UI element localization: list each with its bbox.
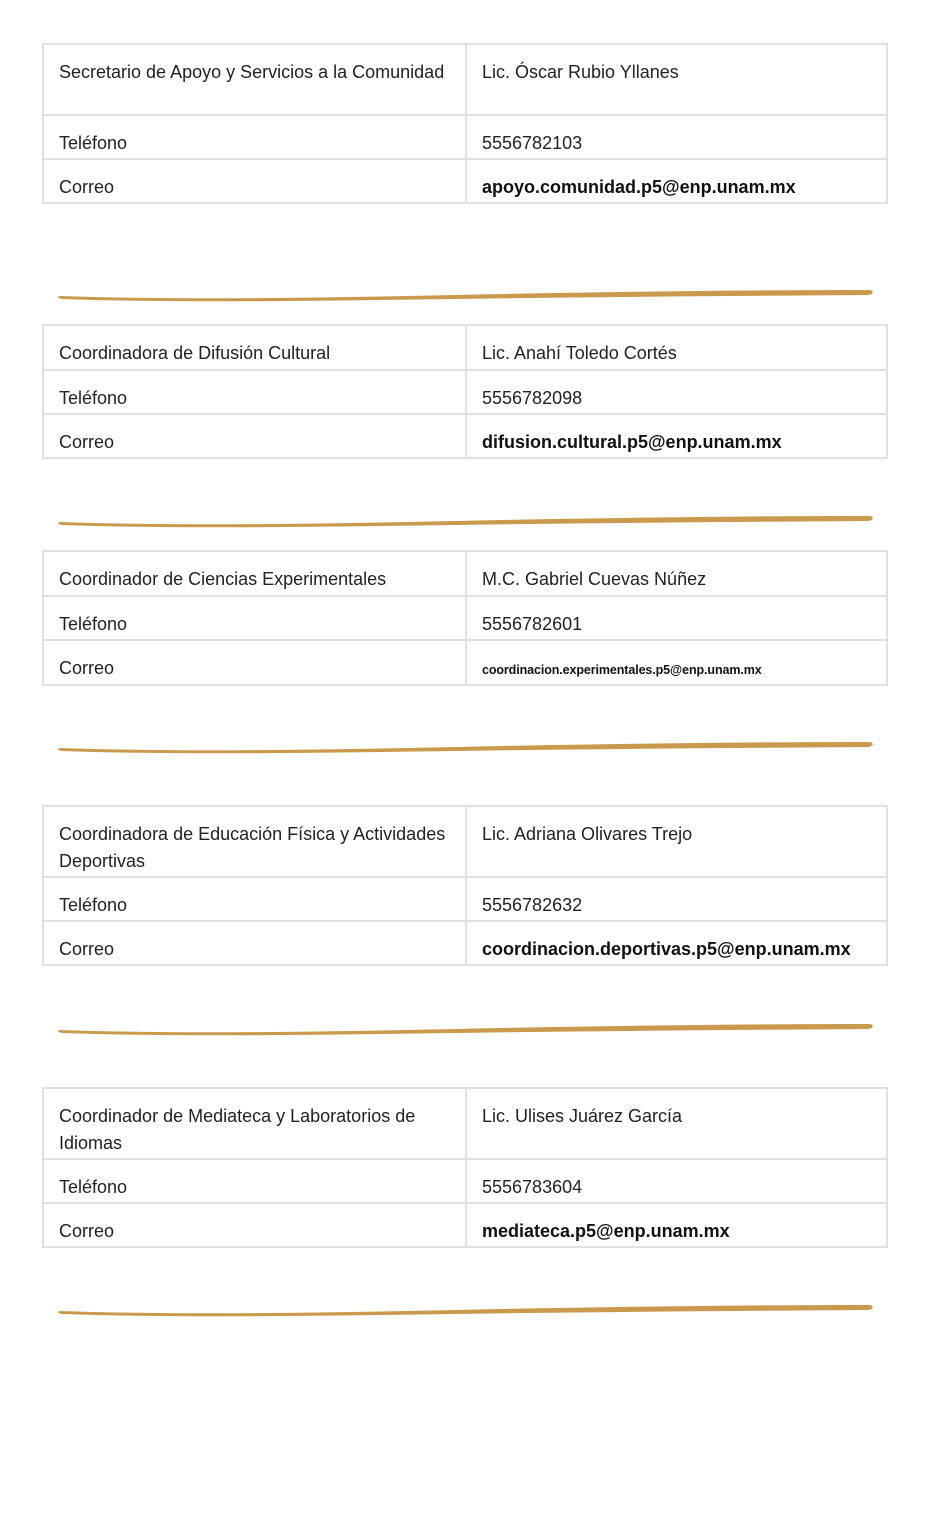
contact-table xyxy=(42,43,888,204)
brush-stroke xyxy=(58,290,873,301)
position-title: Coordinador de Ciencias Experimentales xyxy=(43,551,466,596)
phone-label: Teléfono xyxy=(43,1159,466,1203)
phone-value: 5556783604 xyxy=(466,1159,887,1203)
table-row xyxy=(43,115,887,159)
decorative-divider xyxy=(56,737,876,757)
table-row xyxy=(43,159,887,203)
email-link[interactable]: coordinacion.experimentales.p5@enp.unam.mx xyxy=(482,663,762,677)
phone-label: Teléfono xyxy=(43,596,466,640)
brush-stroke xyxy=(58,1305,873,1316)
phone-label: Teléfono xyxy=(43,877,466,921)
table-row xyxy=(43,1203,887,1247)
brush-stroke xyxy=(58,1024,873,1035)
contact-table xyxy=(42,1087,888,1248)
position-title: Secretario de Apoyo y Servicios a la Comunidad xyxy=(43,44,466,115)
email-label: Correo xyxy=(43,414,466,458)
phone-value: 5556782103 xyxy=(466,115,887,159)
position-title: Coordinador de Mediateca y Laboratorios de Idiomas xyxy=(43,1088,466,1159)
email-label: Correo xyxy=(43,640,466,685)
brush-stroke xyxy=(58,516,873,527)
email-link[interactable]: mediateca.p5@enp.unam.mx xyxy=(482,1221,730,1241)
email-link[interactable]: difusion.cultural.p5@enp.unam.mx xyxy=(482,432,782,452)
contact-table xyxy=(42,324,888,459)
email-link[interactable]: apoyo.comunidad.p5@enp.unam.mx xyxy=(482,177,796,197)
decorative-divider xyxy=(56,1019,876,1039)
contact-table xyxy=(42,805,888,966)
phone-value: 5556782601 xyxy=(466,596,887,640)
phone-value: 5556782632 xyxy=(466,877,887,921)
position-title: Coordinadora de Difusión Cultural xyxy=(43,325,466,370)
phone-label: Teléfono xyxy=(43,370,466,414)
table-row xyxy=(43,551,887,596)
brush-stroke xyxy=(58,742,873,753)
person-name: Lic. Ulises Juárez García xyxy=(466,1088,887,1159)
email-label: Correo xyxy=(43,1203,466,1247)
email-label: Correo xyxy=(43,159,466,203)
contact-table xyxy=(42,550,888,686)
decorative-divider xyxy=(56,1300,876,1320)
email-link[interactable]: coordinacion.deportivas.p5@enp.unam.mx xyxy=(482,939,851,959)
table-row xyxy=(43,44,887,115)
email-label: Correo xyxy=(43,921,466,965)
person-name: M.C. Gabriel Cuevas Núñez xyxy=(466,551,887,596)
phone-value: 5556782098 xyxy=(466,370,887,414)
table-row xyxy=(43,414,887,458)
table-row xyxy=(43,370,887,414)
decorative-divider xyxy=(56,511,876,531)
table-row xyxy=(43,325,887,370)
table-row xyxy=(43,877,887,921)
phone-label: Teléfono xyxy=(43,115,466,159)
table-row xyxy=(43,921,887,965)
person-name: Lic. Adriana Olivares Trejo xyxy=(466,806,887,877)
table-row xyxy=(43,1159,887,1203)
table-row xyxy=(43,1088,887,1159)
table-row xyxy=(43,640,887,685)
position-title: Coordinadora de Educación Física y Actividades Deportivas xyxy=(43,806,466,877)
table-row xyxy=(43,596,887,640)
person-name: Lic. Anahí Toledo Cortés xyxy=(466,325,887,370)
table-row xyxy=(43,806,887,877)
decorative-divider xyxy=(56,285,876,305)
person-name: Lic. Óscar Rubio Yllanes xyxy=(466,44,887,115)
